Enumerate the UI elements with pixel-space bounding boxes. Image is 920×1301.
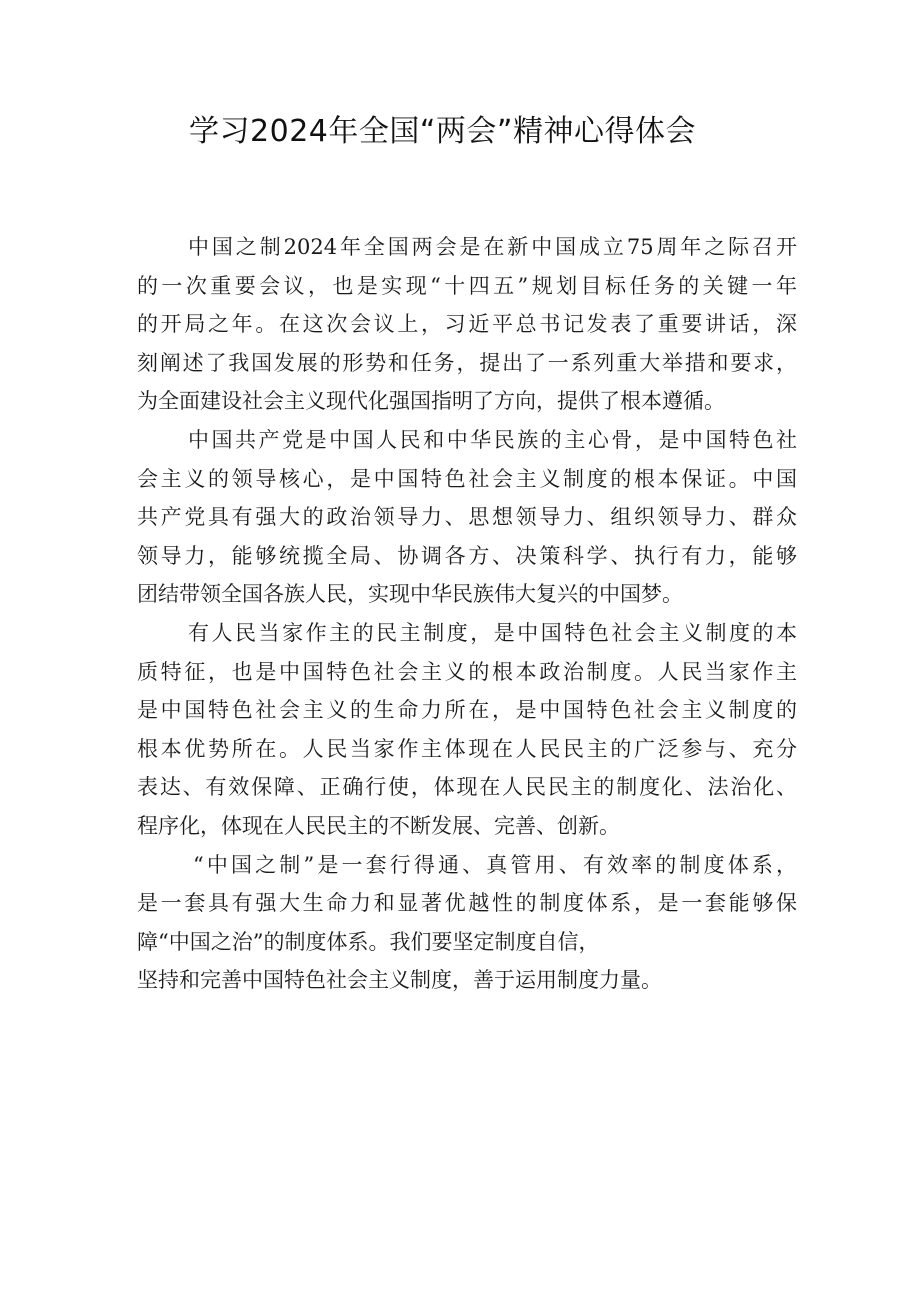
paragraph-line: 质特征，也是中国特色社会主义的根本政治制度。人民当家作主 <box>137 659 797 684</box>
paragraph-line: 的开局之年。在这次会议上，习近平总书记发表了重要讲话，深 <box>137 312 797 337</box>
paragraph-3 <box>137 614 797 846</box>
paragraph-line: 中国共产党是中国人民和中华民族的主心骨，是中国特色社 <box>188 427 797 452</box>
paragraph-line: 团结带领全国各族人民，实现中华民族伟大复兴的中国梦。 <box>137 582 683 607</box>
paragraph-line: 有人民当家作主的民主制度，是中国特色社会主义制度的本 <box>188 620 797 645</box>
paragraph-line: 程序化，体现在人民民主的不断发展、完善、创新。 <box>137 813 620 838</box>
document-body <box>137 228 797 1000</box>
paragraph-line: 刻阐述了我国发展的形势和任务，提出了一系列重大举措和要求， <box>137 350 797 375</box>
paragraph-line: 根本优势所在。人民当家作主体现在人民民主的广泛参与、充分 <box>137 736 797 761</box>
paragraph-line: 表达、有效保障、正确行使，体现在人民民主的制度化、法治化、 <box>137 775 797 800</box>
paragraph-4 <box>137 846 797 1000</box>
paragraph-line: 中国之制2024年全国两会是在新中国成立75周年之际召开 <box>188 235 797 259</box>
paragraph-line: 共产党具有强大的政治领导力、思想领导力、组织领导力、群众 <box>137 505 797 530</box>
paragraph-line: 会主义的领导核心，是中国特色社会主义制度的根本保证。中国 <box>137 466 797 491</box>
document-title: 学习2024年全国“两会”精神心得体会 <box>189 114 696 149</box>
paragraph-line: 的一次重要会议，也是实现“十四五”规划目标任务的关键一年 <box>137 273 797 298</box>
paragraph-1 <box>137 228 797 421</box>
paragraph-line: 领导力，能够统揽全局、协调各方、决策科学、执行有力，能够 <box>137 543 797 568</box>
paragraph-line: 是中国特色社会主义的生命力所在，是中国特色社会主义制度的 <box>137 698 797 723</box>
paragraph-2 <box>137 421 797 614</box>
paragraph-line: 为全面建设社会主义现代化强国指明了方向，提供了根本遵循。 <box>137 389 725 414</box>
paragraph-line: “中国之制”是一套行得通、真管用、有效率的制度体系， <box>193 852 797 877</box>
paragraph-line: 障“中国之治”的制度体系。我们要坚定制度自信， <box>137 929 600 954</box>
paragraph-line: 坚持和完善中国特色社会主义制度，善于运用制度力量。 <box>137 968 662 993</box>
paragraph-line: 是一套具有强大生命力和显著优越性的制度体系，是一套能够保 <box>137 891 797 916</box>
